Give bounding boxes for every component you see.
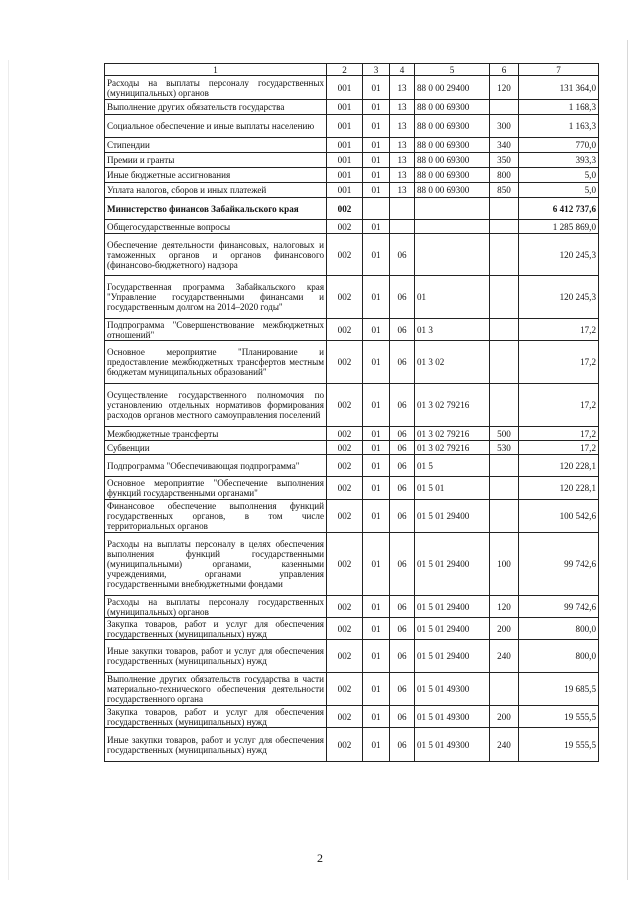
- row-vr: [490, 198, 519, 220]
- row-csr: 01 5 01 49300: [415, 728, 490, 762]
- row-pr: 06: [390, 427, 415, 441]
- table-row: [105, 706, 599, 728]
- row-name: Расходы на выплаты персоналу государственных (муниципальных) органов: [105, 596, 327, 618]
- row-pr: 06: [390, 477, 415, 500]
- row-name: Основное мероприятие "Обеспечение выполнения функций государственными органами": [105, 477, 327, 500]
- row-vr: [490, 220, 519, 234]
- row-name: Выполнение других обязательств государства: [105, 100, 327, 115]
- row-pr: 13: [390, 168, 415, 183]
- row-vr: 500: [490, 427, 519, 441]
- row-csr: 01 5 01 29400: [415, 596, 490, 618]
- table-header-row: [105, 64, 599, 76]
- row-name: Премии и гранты: [105, 153, 327, 168]
- row-ved: 001: [327, 115, 363, 138]
- row-csr: 88 0 00 29400: [415, 76, 490, 100]
- row-ved: 002: [327, 640, 363, 673]
- row-pr: 06: [390, 384, 415, 427]
- row-csr: 01 5: [415, 455, 490, 477]
- row-rz: 01: [363, 183, 390, 198]
- row-rz: 01: [363, 596, 390, 618]
- row-ved: 002: [327, 728, 363, 762]
- row-sum: 99 742,6: [519, 533, 599, 596]
- row-ved: 002: [327, 706, 363, 728]
- row-name: Финансовое обеспечение выполнения функций государственных органов, в том числе территориальных органов: [105, 500, 327, 533]
- row-rz: [363, 198, 390, 220]
- header-col-4: 4: [390, 64, 415, 76]
- row-ved: 002: [327, 220, 363, 234]
- row-csr: 88 0 00 69300: [415, 153, 490, 168]
- row-pr: [390, 198, 415, 220]
- row-pr: 13: [390, 153, 415, 168]
- row-name: Закупка товаров, работ и услуг для обеспечения государственных (муниципальных) нужд: [105, 706, 327, 728]
- row-csr: 01 3 02: [415, 341, 490, 384]
- row-sum: 120 245,3: [519, 234, 599, 276]
- table-row: [105, 441, 599, 455]
- header-col-3: 3: [363, 64, 390, 76]
- row-csr: 88 0 00 69300: [415, 138, 490, 153]
- row-rz: 01: [363, 138, 390, 153]
- row-name: Осуществление государственного полномочия по установлению отдельных нормативов формирования расходов органов местного самоуправления поселений: [105, 384, 327, 427]
- row-rz: 01: [363, 100, 390, 115]
- row-rz: 01: [363, 276, 390, 319]
- scan-edge-right: [627, 40, 628, 880]
- row-name: Подпрограмма "Обеспечивающая подпрограмма": [105, 455, 327, 477]
- row-rz: 01: [363, 673, 390, 706]
- table-row: [105, 153, 599, 168]
- row-pr: 06: [390, 341, 415, 384]
- row-ved: 002: [327, 673, 363, 706]
- row-rz: 01: [363, 728, 390, 762]
- row-sum: 17,2: [519, 384, 599, 427]
- row-vr: 350: [490, 153, 519, 168]
- row-name: Социальное обеспечение и иные выплаты населению: [105, 115, 327, 138]
- table-row: [105, 115, 599, 138]
- table-row: [105, 220, 599, 234]
- scan-edge-left: [8, 60, 9, 880]
- row-csr: 01 5 01 29400: [415, 533, 490, 596]
- table-row: [105, 618, 599, 640]
- row-vr: 800: [490, 168, 519, 183]
- row-pr: 06: [390, 618, 415, 640]
- row-ved: 002: [327, 533, 363, 596]
- row-ved: 002: [327, 234, 363, 276]
- row-csr: 01 5 01 29400: [415, 618, 490, 640]
- row-pr: 06: [390, 276, 415, 319]
- table-row: [105, 533, 599, 596]
- row-rz: 01: [363, 384, 390, 427]
- row-name: Основное мероприятие "Планирование и предоставление межбюджетных трансфертов местным бюджетам муниципальных образований": [105, 341, 327, 384]
- row-pr: 06: [390, 706, 415, 728]
- row-name: Иные закупки товаров, работ и услуг для обеспечения государственных (муниципальных) нужд: [105, 640, 327, 673]
- row-ved: 002: [327, 596, 363, 618]
- row-sum: 5,0: [519, 183, 599, 198]
- row-name: Стипендии: [105, 138, 327, 153]
- row-ved: 001: [327, 153, 363, 168]
- header-col-7: 7: [519, 64, 599, 76]
- row-rz: 01: [363, 500, 390, 533]
- page-number: 2: [317, 851, 323, 865]
- row-sum: 99 742,6: [519, 596, 599, 618]
- table-row: [105, 341, 599, 384]
- row-rz: 01: [363, 234, 390, 276]
- row-sum: 19 685,5: [519, 673, 599, 706]
- row-vr: [490, 500, 519, 533]
- row-name: Государственная программа Забайкальского края "Управление государственными финансами и государственным долгом на 2014–2020 годы": [105, 276, 327, 319]
- table-row: [105, 138, 599, 153]
- row-name: Расходы на выплаты персоналу в целях обеспечения выполнения функций государственными (муниципальными) органами, казенными учреждениями, органами управления государственными внебюджетными фондами: [105, 533, 327, 596]
- table-row: [105, 500, 599, 533]
- row-sum: 131 364,0: [519, 76, 599, 100]
- row-name: Межбюджетные трансферты: [105, 427, 327, 441]
- row-csr: 01 5 01 49300: [415, 673, 490, 706]
- row-rz: 01: [363, 455, 390, 477]
- row-sum: 5,0: [519, 168, 599, 183]
- row-ved: 001: [327, 76, 363, 100]
- row-pr: 06: [390, 533, 415, 596]
- row-sum: 100 542,6: [519, 500, 599, 533]
- row-vr: 300: [490, 115, 519, 138]
- table-row: [105, 455, 599, 477]
- table-row: [105, 728, 599, 762]
- header-col-6: 6: [490, 64, 519, 76]
- row-ved: 002: [327, 618, 363, 640]
- row-rz: 01: [363, 319, 390, 341]
- table-row: [105, 198, 599, 220]
- table-row: [105, 100, 599, 115]
- row-ved: 001: [327, 100, 363, 115]
- row-pr: 13: [390, 76, 415, 100]
- row-csr: 01 5 01 49300: [415, 706, 490, 728]
- row-rz: 01: [363, 220, 390, 234]
- row-vr: 240: [490, 640, 519, 673]
- row-sum: 800,0: [519, 618, 599, 640]
- row-csr: 01 3 02 79216: [415, 384, 490, 427]
- row-pr: 06: [390, 673, 415, 706]
- row-rz: 01: [363, 341, 390, 384]
- row-ved: 002: [327, 455, 363, 477]
- row-pr: 06: [390, 234, 415, 276]
- row-csr: 01 5 01 29400: [415, 500, 490, 533]
- row-name: Расходы на выплаты персоналу государственных (муниципальных) органов: [105, 76, 327, 100]
- budget-table: [104, 63, 599, 762]
- row-sum: 6 412 737,6: [519, 198, 599, 220]
- header-col-2: 2: [327, 64, 363, 76]
- row-ved: 001: [327, 183, 363, 198]
- row-pr: 06: [390, 596, 415, 618]
- row-ved: 001: [327, 138, 363, 153]
- table-row: [105, 640, 599, 673]
- row-name: Обеспечение деятельности финансовых, налоговых и таможенных органов и органов финансового (финансово-бюджетного) надзора: [105, 234, 327, 276]
- row-name: Выполнение других обязательств государства в части материально-технического обеспечения деятельности государственного органа: [105, 673, 327, 706]
- row-rz: 01: [363, 168, 390, 183]
- table-row: [105, 427, 599, 441]
- row-sum: 19 555,5: [519, 706, 599, 728]
- row-csr: [415, 198, 490, 220]
- row-name: Субвенции: [105, 441, 327, 455]
- row-vr: 530: [490, 441, 519, 455]
- row-pr: 13: [390, 115, 415, 138]
- row-sum: 120 228,1: [519, 455, 599, 477]
- row-rz: 01: [363, 441, 390, 455]
- table-row: [105, 276, 599, 319]
- table-row: [105, 477, 599, 500]
- row-sum: 1 168,3: [519, 100, 599, 115]
- row-sum: 17,2: [519, 319, 599, 341]
- row-csr: 88 0 00 69300: [415, 183, 490, 198]
- row-ved: 002: [327, 427, 363, 441]
- row-name: Уплата налогов, сборов и иных платежей: [105, 183, 327, 198]
- row-sum: 17,2: [519, 427, 599, 441]
- row-vr: 120: [490, 596, 519, 618]
- row-ved: 002: [327, 500, 363, 533]
- row-csr: 01 5 01: [415, 477, 490, 500]
- row-vr: [490, 673, 519, 706]
- row-name: Закупка товаров, работ и услуг для обеспечения государственных (муниципальных) нужд: [105, 618, 327, 640]
- row-vr: [490, 100, 519, 115]
- table-row: [105, 76, 599, 100]
- row-pr: 06: [390, 728, 415, 762]
- row-rz: 01: [363, 533, 390, 596]
- table-row: [105, 673, 599, 706]
- row-csr: [415, 234, 490, 276]
- row-pr: 13: [390, 183, 415, 198]
- table-row: [105, 234, 599, 276]
- row-sum: 17,2: [519, 341, 599, 384]
- row-vr: 120: [490, 76, 519, 100]
- row-vr: [490, 276, 519, 319]
- row-sum: 1 285 869,0: [519, 220, 599, 234]
- row-vr: 340: [490, 138, 519, 153]
- row-vr: 200: [490, 618, 519, 640]
- row-csr: 88 0 00 69300: [415, 168, 490, 183]
- row-rz: 01: [363, 427, 390, 441]
- table-row: [105, 183, 599, 198]
- row-vr: [490, 455, 519, 477]
- row-rz: 01: [363, 706, 390, 728]
- row-sum: 120 228,1: [519, 477, 599, 500]
- row-vr: [490, 234, 519, 276]
- row-pr: 13: [390, 138, 415, 153]
- table-row: [105, 319, 599, 341]
- table-body: [105, 76, 599, 762]
- row-rz: 01: [363, 76, 390, 100]
- row-ved: 002: [327, 341, 363, 384]
- row-vr: 850: [490, 183, 519, 198]
- table-row: [105, 384, 599, 427]
- row-ved: 002: [327, 319, 363, 341]
- table-row: [105, 596, 599, 618]
- row-rz: 01: [363, 115, 390, 138]
- row-pr: 06: [390, 441, 415, 455]
- row-rz: 01: [363, 153, 390, 168]
- row-ved: 002: [327, 441, 363, 455]
- row-rz: 01: [363, 640, 390, 673]
- header-col-1: 1: [105, 64, 327, 76]
- row-csr: 88 0 00 69300: [415, 100, 490, 115]
- row-name: Общегосударственные вопросы: [105, 220, 327, 234]
- row-pr: 13: [390, 100, 415, 115]
- row-pr: 06: [390, 500, 415, 533]
- row-name: Министерство финансов Забайкальского края: [105, 198, 327, 220]
- row-csr: 01 5 01 29400: [415, 640, 490, 673]
- row-sum: 800,0: [519, 640, 599, 673]
- row-sum: 19 555,5: [519, 728, 599, 762]
- row-csr: 01 3 02 79216: [415, 441, 490, 455]
- row-vr: 200: [490, 706, 519, 728]
- row-rz: 01: [363, 618, 390, 640]
- row-ved: 002: [327, 276, 363, 319]
- row-sum: 120 245,3: [519, 276, 599, 319]
- table-row: [105, 168, 599, 183]
- row-ved: 002: [327, 198, 363, 220]
- row-csr: 01 3: [415, 319, 490, 341]
- row-csr: 88 0 00 69300: [415, 115, 490, 138]
- row-vr: [490, 319, 519, 341]
- row-name: Иные бюджетные ассигнования: [105, 168, 327, 183]
- row-sum: 393,3: [519, 153, 599, 168]
- row-pr: 06: [390, 640, 415, 673]
- row-pr: 06: [390, 455, 415, 477]
- header-col-5: 5: [415, 64, 490, 76]
- row-rz: 01: [363, 477, 390, 500]
- row-name: Подпрограмма "Совершенствование межбюджетных отношений": [105, 319, 327, 341]
- row-sum: 17,2: [519, 441, 599, 455]
- row-vr: [490, 384, 519, 427]
- row-csr: [415, 220, 490, 234]
- row-name: Иные закупки товаров, работ и услуг для обеспечения государственных (муниципальных) нужд: [105, 728, 327, 762]
- row-vr: [490, 341, 519, 384]
- row-ved: 002: [327, 477, 363, 500]
- row-csr: 01 3 02 79216: [415, 427, 490, 441]
- row-pr: [390, 220, 415, 234]
- row-ved: 002: [327, 384, 363, 427]
- row-ved: 001: [327, 168, 363, 183]
- row-vr: 100: [490, 533, 519, 596]
- row-csr: 01: [415, 276, 490, 319]
- row-pr: 06: [390, 319, 415, 341]
- row-vr: [490, 477, 519, 500]
- row-sum: 770,0: [519, 138, 599, 153]
- row-sum: 1 163,3: [519, 115, 599, 138]
- row-vr: 240: [490, 728, 519, 762]
